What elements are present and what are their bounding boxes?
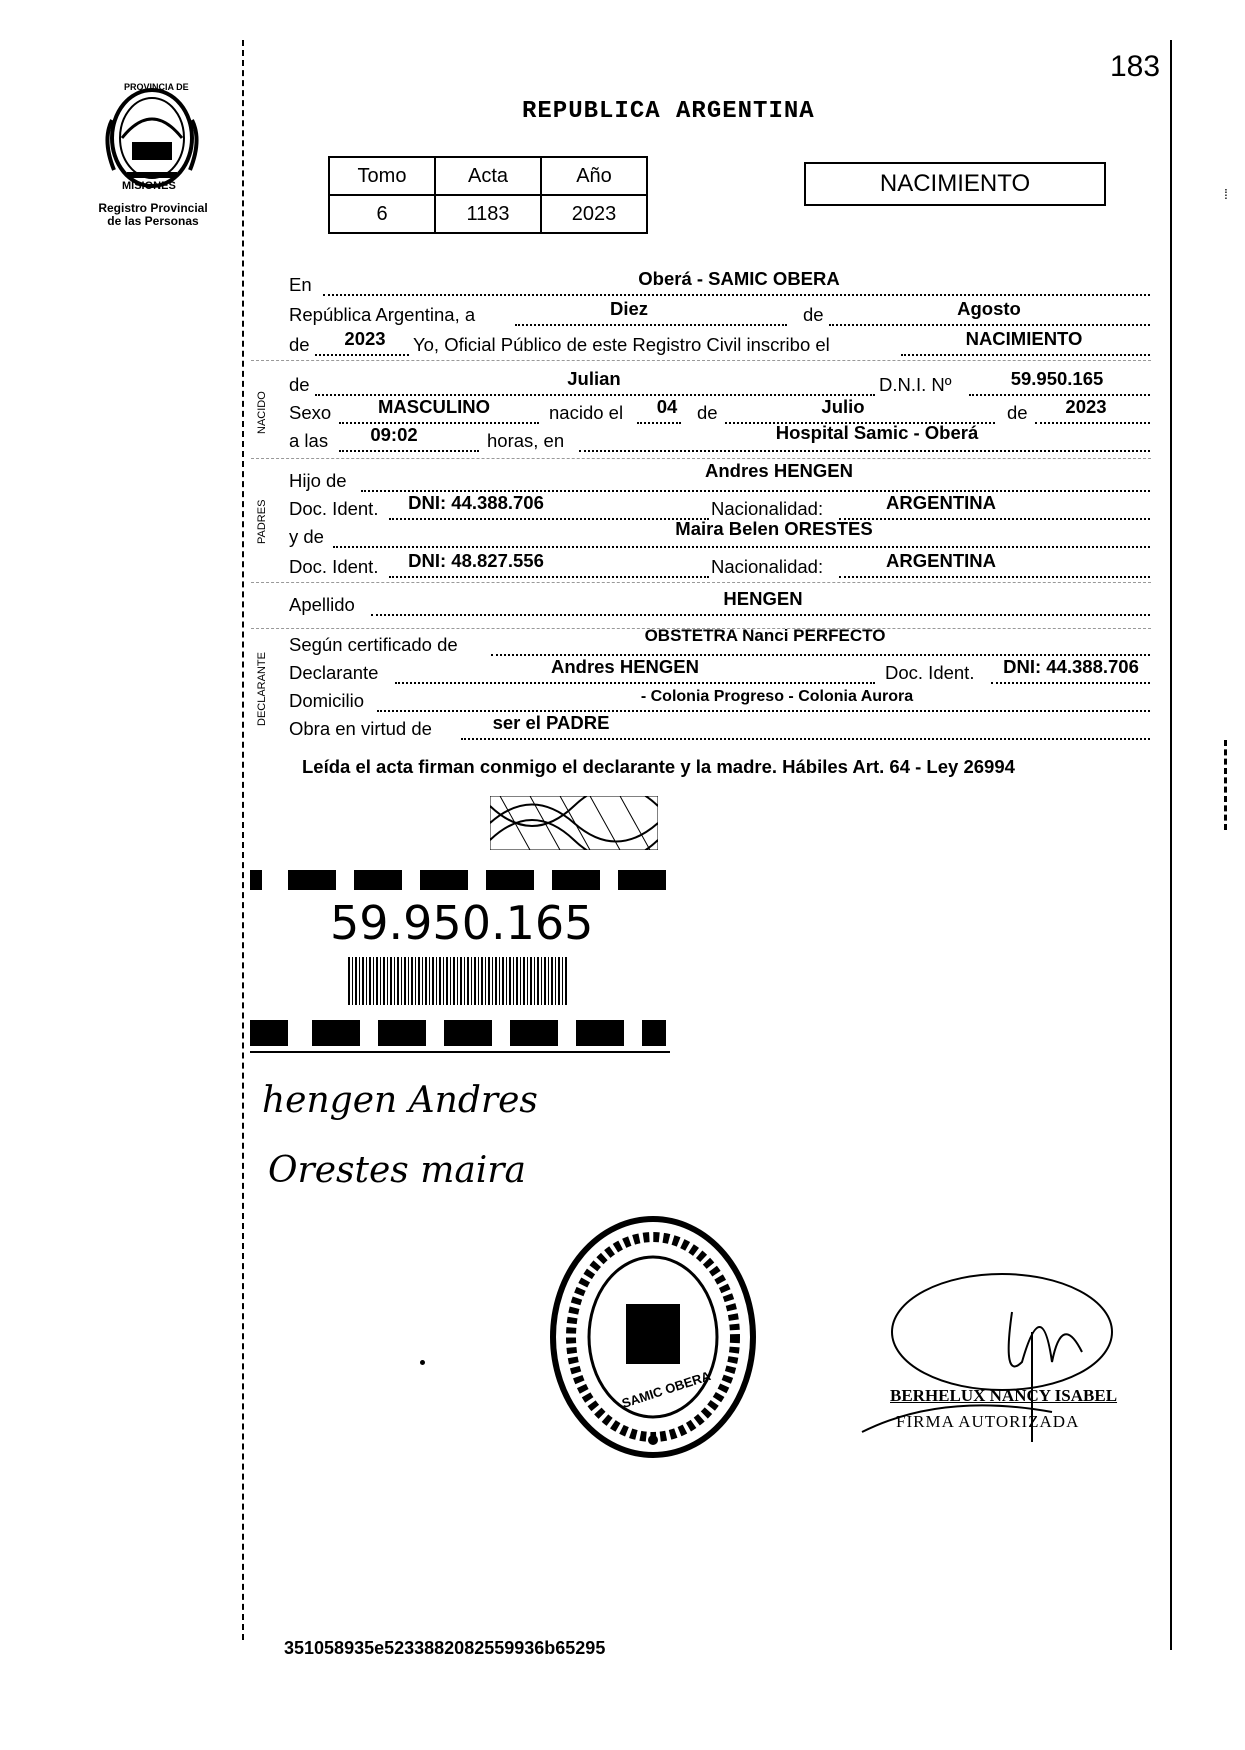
section-label-padres: PADRES — [256, 499, 268, 544]
right-margin-line — [1170, 40, 1172, 1650]
dotted-line — [637, 422, 681, 424]
label-doc-ident: Doc. Ident. — [289, 498, 379, 519]
label-horas-en: horas, en — [487, 430, 565, 451]
security-band-bottom — [250, 1018, 700, 1066]
ref-header-tomo: Tomo — [329, 157, 435, 195]
dotted-line — [969, 394, 1150, 396]
value-sex: MASCULINO — [377, 396, 491, 417]
label-dni-no: D.N.I. Nº — [879, 374, 952, 395]
father-signature: hengen Andres — [262, 1080, 538, 1121]
value-birth-year: 2023 — [1065, 396, 1107, 417]
official-name: BERHELUX NANCY ISABEL — [890, 1386, 1118, 1405]
section-label-nacido: NACIDO — [256, 391, 268, 434]
ref-value-tomo: 6 — [329, 195, 435, 233]
dotted-line — [1035, 422, 1150, 424]
value-father-name: Andres HENGEN — [704, 460, 854, 481]
emblem-top-text: PROVINCIA DE — [124, 82, 189, 92]
ref-header-ano: Año — [541, 157, 647, 195]
dotted-line — [333, 546, 1150, 548]
label-de: de — [289, 374, 310, 395]
label-hijo-de: Hijo de — [289, 470, 347, 491]
value-birth-place: Hospital Samic - Oberá — [775, 422, 979, 443]
row-in-virtue — [289, 712, 1150, 742]
value-mother-doc: DNI: 48.827.556 — [408, 550, 544, 571]
dotted-line — [515, 324, 787, 326]
ref-value-acta: 1183 — [435, 195, 541, 233]
dotted-line — [991, 682, 1150, 684]
divider — [251, 458, 1151, 459]
dotted-line — [315, 354, 409, 356]
label-declarante: Declarante — [289, 662, 379, 683]
dotted-line — [323, 294, 1150, 296]
value-month-text: Agosto — [957, 298, 1021, 319]
value-surname: HENGEN — [723, 588, 803, 609]
label-de: de — [1007, 402, 1028, 423]
label-a-las: a las — [289, 430, 329, 451]
dotted-line — [839, 518, 1150, 520]
barcode — [348, 957, 568, 1005]
province-emblem — [92, 80, 212, 200]
label-de: de — [803, 304, 824, 325]
label-obra-en-virtud: Obra en virtud de — [289, 718, 432, 739]
row-address — [289, 688, 1150, 714]
country-title: REPUBLICA ARGENTINA — [522, 98, 815, 125]
value-child-dni: 59.950.165 — [1010, 368, 1104, 389]
registry-line-2: de las Personas — [107, 214, 199, 228]
value-in-virtue-of: ser el PADRE — [492, 712, 610, 733]
row-time-place — [289, 422, 1150, 454]
divider — [251, 360, 1151, 361]
closing-text: Leída el acta firman conmigo el declarante y la madre. Hábiles Art. 64 - Ley 26994 — [302, 756, 1015, 777]
value-year: 2023 — [344, 328, 386, 349]
label-de: de — [697, 402, 718, 423]
security-band-icon — [250, 1018, 700, 1058]
seal-icon — [548, 1214, 758, 1460]
dotted-line — [579, 450, 1150, 452]
official-seal — [548, 1214, 758, 1478]
value-birth-time: 09:02 — [370, 424, 418, 445]
label-sexo: Sexo — [289, 402, 332, 423]
dotted-line — [389, 518, 709, 520]
label-apellido: Apellido — [289, 594, 355, 615]
row-year — [289, 328, 1150, 358]
seal-center-text: SAMIC OBERA — [619, 1368, 713, 1411]
dotted-line — [461, 738, 1150, 740]
official-title: FIRMA AUTORIZADA — [896, 1412, 1080, 1431]
value-day-text: Diez — [609, 298, 649, 319]
value-act-type: NACIMIENTO — [965, 328, 1083, 349]
registry-line-1: Registro Provincial — [98, 201, 208, 215]
label-en: En — [289, 274, 312, 295]
row-declarant — [289, 656, 1150, 686]
value-father-nationality: ARGENTINA — [886, 492, 996, 513]
page-number: 183 — [1110, 50, 1161, 83]
left-margin-line — [242, 40, 244, 1640]
dotted-line — [839, 576, 1150, 578]
seal-ring-text: DELEGACIÓN DEL REGISTRO PROVINCIAL DE LAS PERSONAS — [560, 1464, 731, 1478]
label-nacionalidad: Nacionalidad: — [711, 556, 824, 577]
value-child-name: Julian — [567, 368, 621, 389]
document-hash: 351058935e5233882082559936b65295 — [284, 1638, 606, 1658]
label-domicilio: Domicilio — [289, 690, 365, 711]
row-certificate — [289, 626, 1150, 658]
row-surname — [289, 588, 1150, 618]
dotted-line — [339, 422, 539, 424]
label-yo-oficial: Yo, Oficial Público de este Registro Civil inscribo el — [413, 334, 830, 355]
row-father — [289, 460, 1150, 494]
document-type-box: NACIMIENTO — [804, 162, 1106, 206]
ref-header-acta: Acta — [435, 157, 541, 195]
value-father-doc: DNI: 44.388.706 — [408, 492, 544, 513]
row-place — [289, 268, 1150, 298]
label-y-de: y de — [289, 526, 324, 547]
dotted-line — [339, 450, 479, 452]
label-nacionalidad: Nacionalidad: — [711, 498, 824, 519]
row-sex-birth — [289, 396, 1150, 426]
value-certificate-by: OBSTETRA Nanci PERFECTO — [644, 626, 886, 645]
row-mother-doc — [289, 550, 1150, 580]
value-birth-day: 04 — [656, 396, 678, 417]
emblem-bottom-text: MISIONES — [122, 180, 176, 192]
label-de: de — [289, 334, 310, 355]
row-child-name — [289, 368, 1150, 398]
value-declarant-doc: DNI: 44.388.706 — [1003, 656, 1139, 677]
dotted-line — [389, 576, 709, 578]
edge-mark — [1224, 740, 1230, 830]
value-mother-nationality: ARGENTINA — [886, 550, 996, 571]
ref-value-ano: 2023 — [541, 195, 647, 233]
row-date — [289, 298, 1150, 328]
row-mother — [289, 518, 1150, 550]
security-band-icon — [250, 866, 700, 894]
value-birth-month: Julio — [821, 396, 865, 417]
section-label-declarante: DECLARANTE — [256, 652, 268, 726]
label-doc-ident: Doc. Ident. — [289, 556, 379, 577]
security-hologram — [490, 796, 658, 850]
barcode-number: 59.950.165 — [330, 896, 594, 950]
registry-name — [88, 202, 218, 228]
dotted-line — [901, 354, 1150, 356]
value-mother-name: Maira Belen ORESTES — [675, 518, 873, 539]
label-segun-certificado: Según certificado de — [289, 634, 458, 655]
mother-signature: Orestes maira — [268, 1150, 526, 1191]
dotted-line — [371, 614, 1150, 616]
edge-mark: ⁞ — [1224, 186, 1228, 202]
dotted-line — [829, 324, 1150, 326]
label-republica: República Argentina, a — [289, 304, 476, 325]
hologram-pattern-icon — [490, 796, 658, 850]
divider — [251, 582, 1151, 583]
label-nacido-el: nacido el — [549, 402, 624, 423]
reference-table — [328, 156, 648, 234]
value-place: Oberá - SAMIC OBERA — [638, 268, 840, 289]
value-address: - Colonia Progreso - Colonia Aurora — [640, 688, 914, 705]
value-declarant-name: Andres HENGEN — [550, 656, 700, 677]
ink-dot — [420, 1360, 425, 1365]
dotted-line — [395, 682, 875, 684]
label-doc-ident: Doc. Ident. — [885, 662, 975, 683]
